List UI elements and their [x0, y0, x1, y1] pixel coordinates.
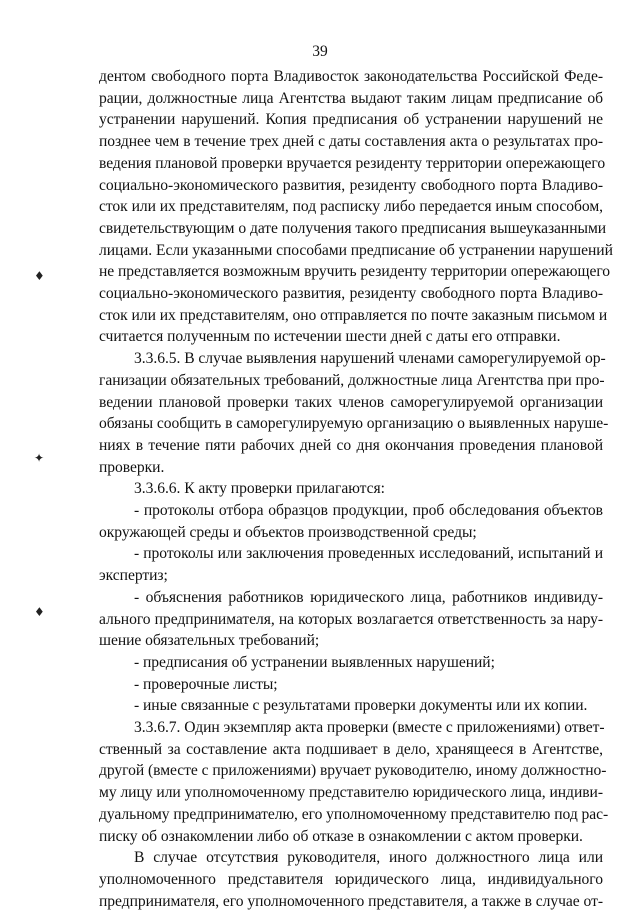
- text-line: дуальному предпринимателю, его уполномоченному представителю под рас-: [99, 805, 609, 823]
- text-line: - иные связанные с результатами проверки документы или их копии.: [134, 697, 588, 715]
- text-line: ведения плановой проверки вручается резиденту территории опережающего: [99, 154, 606, 172]
- text-line: не представляется возможным вручить резиденту территории опережающего: [99, 263, 611, 281]
- text-line: - проверочные листы;: [134, 675, 278, 693]
- text-line: ганизации обязательных требований, должностные лица Агентства при про-: [99, 371, 605, 389]
- text-line: дентом свободного порта Владивосток законодательства Российской Феде-: [99, 68, 603, 85]
- text-line: сток или их представителям, оно отправляется по почте заказным письмом и: [99, 306, 608, 324]
- text-line: ального предпринимателя, на которых возлагается ответственность за нару-: [99, 610, 603, 628]
- text-line: 3.3.6.6. К акту проверки прилагаются:: [134, 480, 385, 498]
- text-line: окружающей среды и объектов производственной среды;: [99, 523, 477, 541]
- text-line: - протоколы или заключения проведенных исследований, испытаний и: [134, 545, 603, 563]
- text-line: лицами. Если указанными способами предписание об устранении нарушений: [99, 241, 613, 259]
- text-line: ведении плановой проверки таких членов саморегулируемой организации: [99, 393, 603, 411]
- text-line: другой (вместе с приложениями) вручает руководителю, иному должностно-: [99, 762, 607, 780]
- margin-mark-icon: ♦: [34, 269, 45, 283]
- text-line: му лицу или уполномоченному представителю юридического лица, индиви-: [99, 784, 603, 802]
- text-line: В случае отсутствия руководителя, иного должностного лица или: [134, 849, 603, 867]
- text-line: писку об ознакомлении либо об отказе в ознакомлении с актом проверки.: [99, 827, 583, 845]
- text-line: сток или их представителям, под расписку либо передается иным способом,: [99, 198, 603, 216]
- text-line: ниях в течение пяти рабочих дней со дня окончания проведения плановой: [99, 436, 603, 454]
- text-line: обязаны сообщить в саморегулируемую организацию о выявленных наруше-: [99, 415, 609, 433]
- text-line: социально-экономического развития, резиденту свободного порта Владиво-: [99, 176, 603, 194]
- text-line: ственный за составление акта подшивает в дело, хранящееся в Агентстве,: [99, 740, 603, 758]
- text-line: уполномоченного представителя юридического лица, индивидуального: [99, 870, 603, 888]
- text-line: - объяснения работников юридического лица, работников индивиду-: [134, 588, 603, 606]
- text-line: шение обязательных требований;: [99, 632, 320, 650]
- text-line: социально-экономического развития, резиденту свободного порта Владиво-: [99, 285, 603, 302]
- text-line: экспертиз;: [99, 567, 168, 585]
- text-line: позднее чем в течение трех дней с даты составления акта о результатах про-: [99, 133, 603, 151]
- text-line: рации, должностные лица Агентства выдают таким лицам предписание об: [99, 89, 603, 107]
- text-line: считается полученным по истечении шести дней с даты его отправки.: [99, 328, 561, 346]
- text-line: проверки.: [99, 458, 165, 476]
- page-number: 39: [312, 43, 328, 60]
- margin-mark-icon: ♦: [34, 605, 45, 619]
- text-line: предпринимателя, его уполномоченного представителя, а также в случае от-: [99, 892, 603, 910]
- text-line: - протоколы отбора образцов продукции, проб обследования объектов: [134, 502, 603, 519]
- text-line: 3.3.6.5. В случае выявления нарушений членами саморегулируемой ор-: [134, 350, 606, 368]
- text-line: свидетельствующим о дате получения такого предписания вышеуказанными: [99, 219, 607, 237]
- text-line: 3.3.6.7. Один экземпляр акта проверки (вместе с приложениями) ответ-: [134, 719, 605, 736]
- margin-mark-icon: ✦: [34, 451, 45, 465]
- text-line: устранении нарушений. Копия предписания об устранении нарушений не: [99, 111, 603, 129]
- text-line: - предписания об устранении выявленных нарушений;: [134, 653, 495, 671]
